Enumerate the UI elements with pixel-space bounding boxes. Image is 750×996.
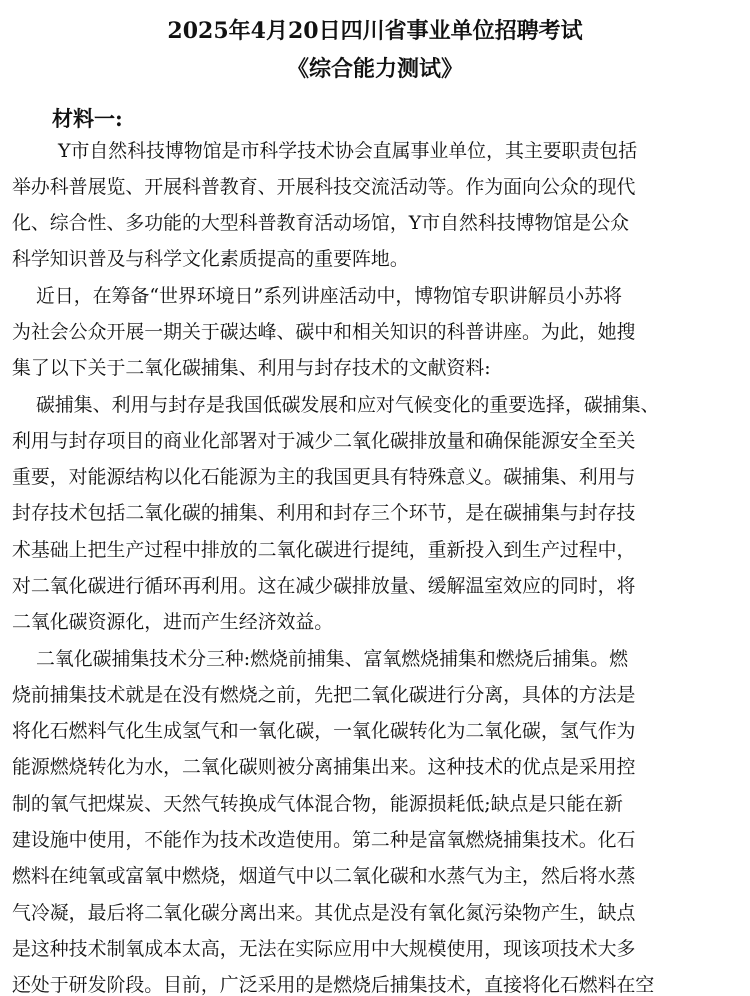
text-line: 化、综合性、多功能的大型科普教育活动场馆，Y市自然科技博物馆是公众 (12, 212, 629, 234)
text-line: 还处于研发阶段。目前，广泛采用的是燃烧后捕集技术，直接将化石燃料在空 (12, 974, 655, 996)
text-line: 将化石燃料气化生成氢气和一氧化碳，一氧化碳转化为二氧化碳，氢气作为 (12, 720, 636, 742)
text-line: 碳捕集、利用与封存是我国低碳发展和应对气候变化的重要选择，碳捕集、 (36, 394, 660, 416)
text-line: 术基础上把生产过程中排放的二氧化碳进行提纯，重新投入到生产过程中， (12, 539, 636, 561)
text-line: 二氧化碳捕集技术分三种:燃烧前捕集、富氧燃烧捕集和燃烧后捕集。燃 (36, 648, 628, 670)
text-line: 举办科普展览、开展科普教育、开展科技交流活动等。作为面向公众的现代 (12, 176, 636, 198)
text-line: 燃料在纯氧或富氧中燃烧，烟道气中以二氧化碳和水蒸气为主，然后将水蒸 (12, 865, 636, 887)
text-line: Y市自然科技博物馆是市科学技术协会直属事业单位，其主要职责包括 (58, 140, 638, 162)
text-line: 利用与封存项目的商业化部署对于减少二氧化碳排放量和确保能源安全至关 (12, 430, 636, 452)
text-line: 对二氧化碳进行循环再利用。这在减少碳排放量、缓解温室效应的同时，将 (12, 575, 636, 597)
text-line: 近日，在筹备“世界环境日”系列讲座活动中，博物馆专职讲解员小苏将 (36, 285, 623, 307)
text-line: 烧前捕集技术就是在没有燃烧之前，先把二氧化碳进行分离，具体的方法是 (12, 684, 636, 706)
text-line: 重要，对能源结构以化石能源为主的我国更具有特殊意义。碳捕集、利用与 (12, 466, 636, 488)
text-line: 二氧化碳资源化，进而产生经济效益。 (12, 611, 334, 633)
text-line: 是这种技术制氧成本太高，无法在实际应用中大规模使用，现该项技术大多 (12, 938, 636, 960)
text-line: 科学知识普及与科学文化素质提高的重要阵地。 (12, 248, 409, 270)
text-line: 建设施中使用，不能作为技术改造使用。第二种是富氧燃烧捕集技术。化石 (12, 829, 636, 851)
exam-title: 2025年4月20日四川省事业单位招聘考试 (167, 18, 583, 44)
text-line: 封存技术包括二氧化碳的捕集、利用和封存三个环节，是在碳捕集与封存技 (12, 502, 636, 524)
exam-subtitle: 《综合能力测试》 (286, 56, 463, 82)
text-line: 为社会公众开展一期关于碳达峰、碳中和相关知识的科普讲座。为此，她搜 (12, 321, 636, 343)
text-line: 气冷凝，最后将二氧化碳分离出来。其优点是没有氧化氮污染物产生，缺点 (12, 902, 636, 924)
text-line: 能源燃烧转化为水，二氧化碳则被分离捕集出来。这种技术的优点是采用控 (12, 756, 636, 778)
material-heading: 材料一: (52, 106, 123, 131)
text-line: 集了以下关于二氧化碳捕集、利用与封存技术的文献资料: (12, 357, 491, 379)
text-line: 制的氧气把煤炭、天然气转换成气体混合物，能源损耗低;缺点是只能在新 (12, 793, 623, 815)
